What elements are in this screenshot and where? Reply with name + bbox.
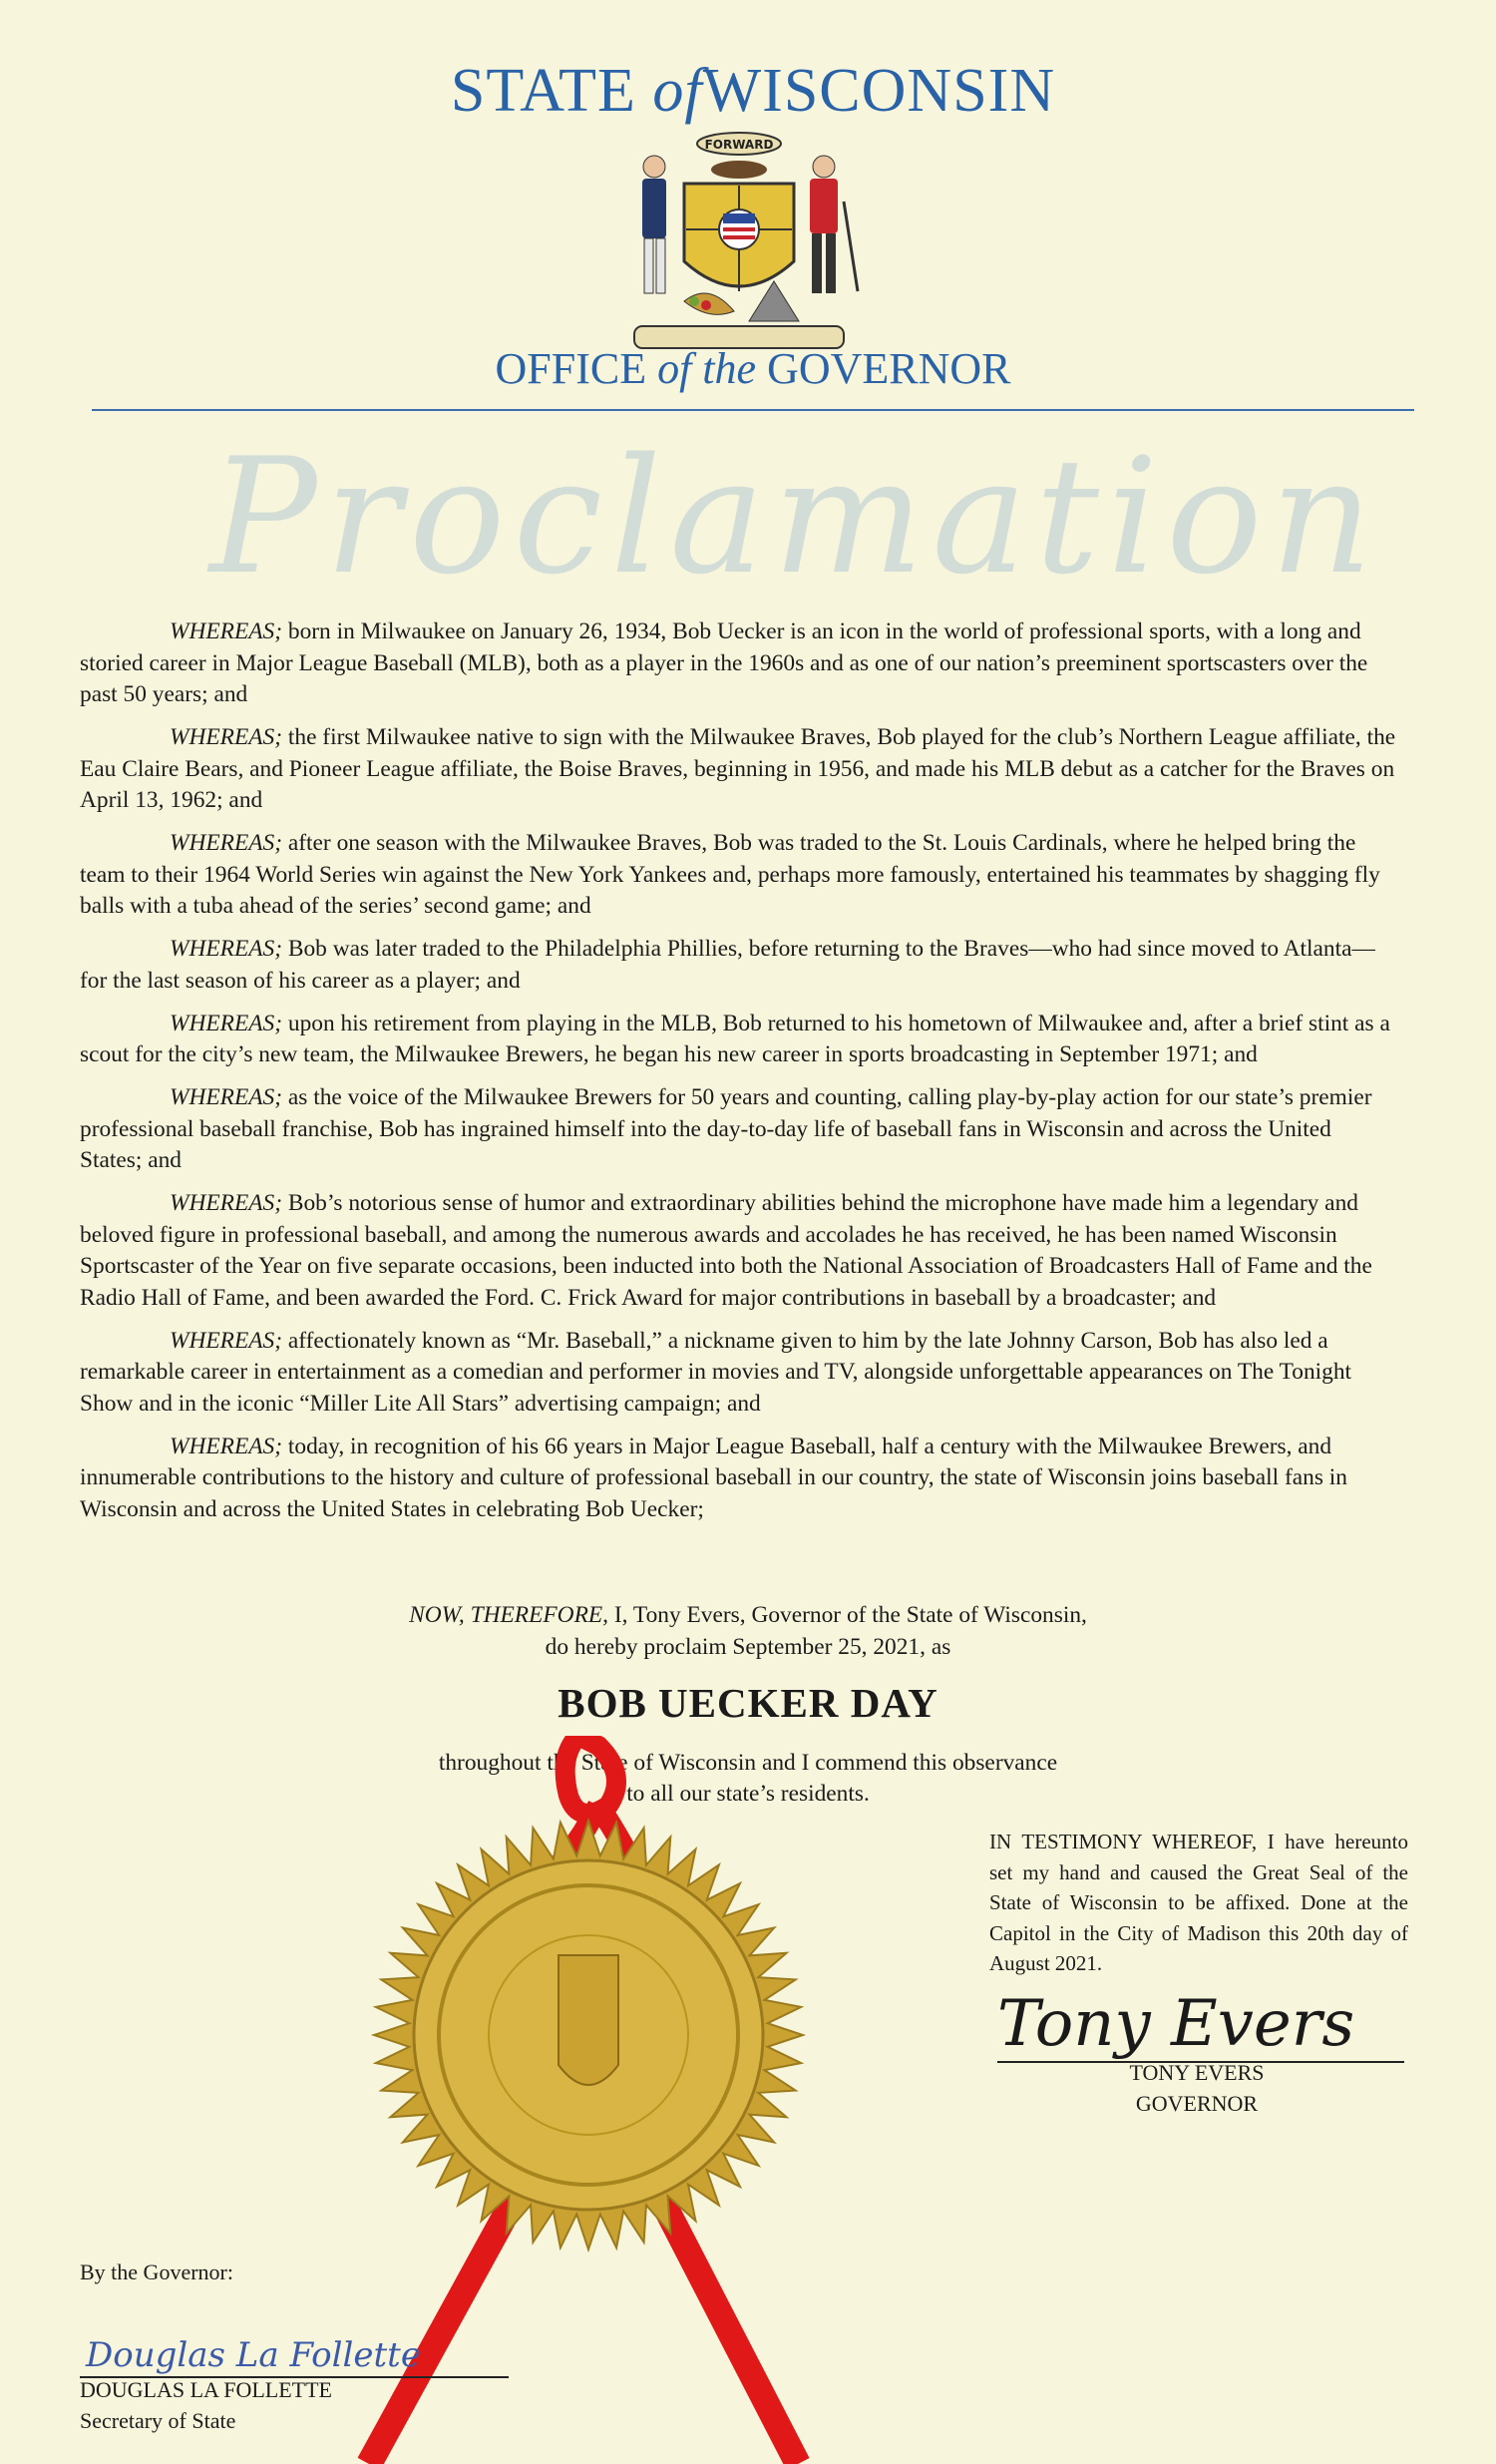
- whereas-paragraph: [80, 1432, 1396, 1526]
- governor-name-block: [1077, 2057, 1316, 2119]
- whereas-label: WHEREAS;: [170, 618, 283, 644]
- by-the-governor-label: By the Governor:: [80, 2259, 233, 2284]
- paragraph-text: after one season with the Milwaukee Braves, Bob was traded to the St. Louis Cardinals, where he helped bring the team to their 1964 World Series win against the New York Yankees and, perhaps more famously, entertained his teammates by shagging fly balls with a tuba ahead of the series’ second game; and: [80, 830, 1380, 919]
- state-name: WISCONSIN: [702, 57, 1056, 125]
- whereas-paragraph: [80, 1326, 1396, 1421]
- whereas-paragraphs: [80, 616, 1396, 1537]
- secretary-signature-text: Douglas La Follette: [86, 2335, 421, 2375]
- observance-line-2: to all our state’s residents.: [626, 1781, 870, 1807]
- state-prefix: STATE: [450, 57, 636, 125]
- whereas-paragraph: [80, 1082, 1396, 1177]
- whereas-paragraph: [80, 934, 1396, 997]
- header-divider: [92, 409, 1414, 411]
- secretary-name-block: [80, 2374, 332, 2436]
- office-prefix: OFFICE: [495, 344, 647, 393]
- paragraph-text: today, in recognition of his 66 years in Major League Baseball, half a century with the Milwaukee Brewers, and innumerable contributions to the history and culture of professional baseball in our country, the state of Wisconsin joins baseball fans in Wisconsin and across the United States in celebrating Bob Uecker;: [80, 1433, 1347, 1522]
- paragraph-text: as the voice of the Milwaukee Brewers for 50 years and counting, calling play-by-play action for our state’s premier professional baseball franchise, Bob has ingrained himself into the day-to-day life of baseball fans in Wisconsin and across the United States; and: [80, 1084, 1372, 1173]
- office-name: GOVERNOR: [767, 344, 1011, 393]
- now-therefore-label: NOW, THEREFORE,: [409, 1602, 608, 1628]
- whereas-label: WHEREAS;: [170, 1433, 283, 1459]
- whereas-paragraph: [80, 1009, 1396, 1071]
- proclaim-line-2: do hereby proclaim September 25, 2021, as: [545, 1634, 951, 1660]
- paragraph-text: born in Milwaukee on January 26, 1934, Bob Uecker is an icon in the world of professional sports, with a long and storied career in Major League Baseball (MLB), both as a player in the 1960s and as one of our nation’s preeminent sportscasters over the past 50 years; and: [80, 618, 1368, 707]
- paragraph-text: affectionately known as “Mr. Baseball,” a nickname given to him by the late Johnny Carson, Bob has also led a remarkable career in entertainment as a comedian and performer in movies and TV, alongside unforgettable appearances on The Tonight Show and in the iconic “Miller Lite All Stars” advertising campaign; and: [80, 1327, 1352, 1417]
- day-title: BOB UECKER DAY: [558, 1680, 938, 1726]
- office-title: [0, 344, 1496, 393]
- governor-name: TONY EVERS: [1129, 2060, 1265, 2085]
- whereas-label: WHEREAS;: [170, 1190, 283, 1216]
- whereas-paragraph: [80, 722, 1396, 817]
- whereas-label: WHEREAS;: [170, 724, 283, 750]
- whereas-label: WHEREAS;: [170, 830, 283, 856]
- paragraph-text: the first Milwaukee native to sign with the Milwaukee Braves, Bob played for the club’s Northern League affiliate, the Eau Claire Bears, and Pioneer League affiliate, the Boise Braves, beginning in 1956, and made his MLB debut as a catcher for the Braves on April 13, 1962; and: [80, 724, 1396, 813]
- proclaim-line-1: I, Tony Evers, Governor of the State of Wisconsin,: [613, 1602, 1087, 1628]
- whereas-paragraph: [80, 828, 1396, 923]
- proclamation-watermark: Proclamation: [209, 423, 1381, 610]
- whereas-label: WHEREAS;: [170, 936, 283, 962]
- paragraph-text: Bob’s notorious sense of humor and extraordinary abilities behind the microphone have made him a legendary and beloved figure in professional baseball, and among the numerous awards and accolades he has received, he has been named Wisconsin Sportscaster of the Year on five separate occasions, been inducted into both the National Association of Broadcasters Hall of Fame and the Radio Hall of Fame, and been awarded the Ford. C. Frick Award for major contributions in baseball by a broadcaster; and: [80, 1190, 1372, 1311]
- state-title: [0, 57, 1496, 125]
- governor-signature-text: Tony Evers: [997, 1987, 1355, 2061]
- observance-line-1: throughout the State of Wisconsin and I commend this observance: [438, 1750, 1058, 1776]
- motto-text: FORWARD: [704, 138, 774, 152]
- whereas-label: WHEREAS;: [170, 1010, 283, 1036]
- secretary-name: DOUGLAS LA FOLLETTE: [80, 2377, 332, 2402]
- paragraph-text: upon his retirement from playing in the MLB, Bob returned to his hometown of Milwaukee and, after a brief stint as a scout for the city’s new team, the Milwaukee Brewers, he began his new career in sports broadcasting in September 1971; and: [80, 1010, 1390, 1067]
- testimony-text: IN TESTIMONY WHEREOF, I have hereunto set my hand and caused the Great Seal of the State of Wisconsin to be affixed. Done at the Capitol in the City of Madison this 20th day of August 2021.: [989, 1830, 1408, 1975]
- coat-of-arms-icon: [614, 122, 864, 356]
- whereas-paragraph: [80, 1188, 1396, 1314]
- office-of-the: of the: [657, 344, 757, 393]
- whereas-label: WHEREAS;: [170, 1327, 283, 1354]
- proclamation-statement: [0, 1599, 1496, 1663]
- whereas-paragraph: [80, 616, 1396, 711]
- whereas-label: WHEREAS;: [170, 1084, 283, 1110]
- state-of: of: [652, 57, 703, 125]
- governor-signature: [987, 1983, 1416, 2063]
- secretary-title: Secretary of State: [80, 2408, 236, 2433]
- paragraph-text: Bob was later traded to the Philadelphia Phillies, before returning to the Braves—who had since moved to Atlanta—for the last season of his career as a player; and: [80, 936, 1375, 994]
- governor-title: GOVERNOR: [1135, 2091, 1259, 2116]
